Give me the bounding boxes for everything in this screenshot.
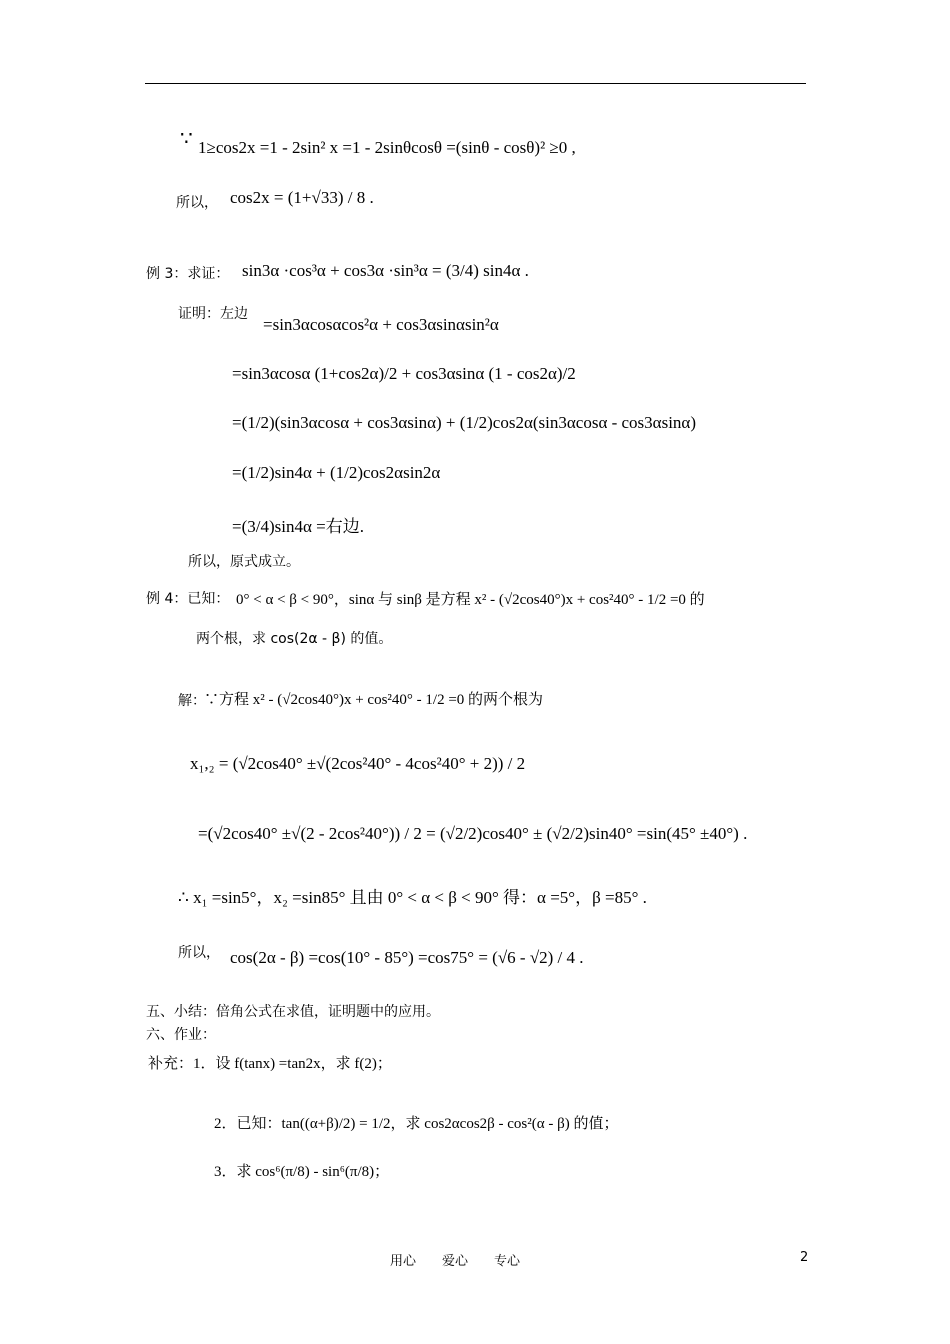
proof-step4: =(1/2)sin4α + (1/2)cos2αsin2α	[232, 463, 441, 482]
proof-conclusion: 所以，原式成立。	[188, 554, 300, 570]
sol-final: cos(2α - β) =cos(10° - 85°) =cos75° = (√6 - √2) / 4 .	[230, 948, 584, 967]
sol-roots1: x₁,₂ = (√2cos40° ±√(2cos²40° - 4cos²40° + 2)) / 2	[190, 754, 526, 773]
ex4-text: 0° < α < β < 90°，sinα 与 sinβ 是方程 x² - (√2cos40°)x + cos²40° - 1/2 =0 的	[236, 592, 705, 608]
proof-step2: =sin3αcosα (1+cos2α)/2 + cos3αsinα (1 - cos2α)/2	[232, 364, 576, 383]
page-number: 2	[800, 1250, 809, 1265]
header-rule	[145, 83, 806, 84]
summary: 五、小结：倍角公式在求值，证明题中的应用。	[146, 1004, 440, 1020]
identity-line: 1≥cos2x =1 - 2sin² x =1 - 2sinθcosθ =(sinθ - cosθ)² ≥0 ,	[198, 138, 576, 157]
hw3: 3．求 cos⁶(π/8) - sin⁶(π/8)；	[214, 1164, 390, 1180]
ex3-formula: sin3α ·cos³α + cos3α ·sin³α = (3/4) sin4α .	[242, 261, 529, 280]
homework-heading: 六、作业：	[146, 1027, 216, 1043]
ex3-label: 例 3：求证：	[146, 266, 230, 282]
hw2: 2．已知：tan((α+β)/2) = 1/2，求 cos2αcos2β - cos²(α - β) 的值；	[214, 1116, 619, 1132]
sol-therefore: ∴ x₁ =sin5°，x₂ =sin85° 且由 0° < α < β < 90° 得：α =5°，β =85° .	[178, 888, 647, 907]
footer-text: 用心 爱心 专心	[390, 1254, 521, 1269]
line2-formula: cos2x = (1+√33) / 8 .	[230, 188, 374, 207]
sol-final-label: 所以，	[178, 945, 220, 961]
line2-label: 所以，	[176, 195, 218, 211]
sol-label: 解：	[178, 693, 206, 709]
proof-step3: =(1/2)(sin3αcosα + cos3αsinα) + (1/2)cos2α(sin3αcosα - cos3αsinα)	[232, 413, 696, 432]
sol-roots2: =(√2cos40° ±√(2 - 2cos²40°)) / 2 = (√2/2)cos40° ± (√2/2)sin40° =sin(45° ±40°) .	[198, 824, 748, 843]
proof-label: 证明：左边	[178, 306, 248, 322]
ex4-label: 例 4：已知：	[146, 591, 230, 607]
because-symbol: ∵	[180, 128, 193, 150]
sol-text: ∵方程 x² - (√2cos40°)x + cos²40° - 1/2 =0 的两个根为	[204, 692, 544, 708]
proof-step1: =sin3αcosαcos²α + cos3αsinαsin²α	[263, 315, 499, 334]
hw1: 补充：1．设 f(tanx) =tan2x，求 f(2)；	[148, 1056, 392, 1072]
ex4-text2: 两个根，求 cos(2α - β) 的值。	[196, 631, 393, 647]
proof-step5: =(3/4)sin4α =右边.	[232, 517, 364, 536]
